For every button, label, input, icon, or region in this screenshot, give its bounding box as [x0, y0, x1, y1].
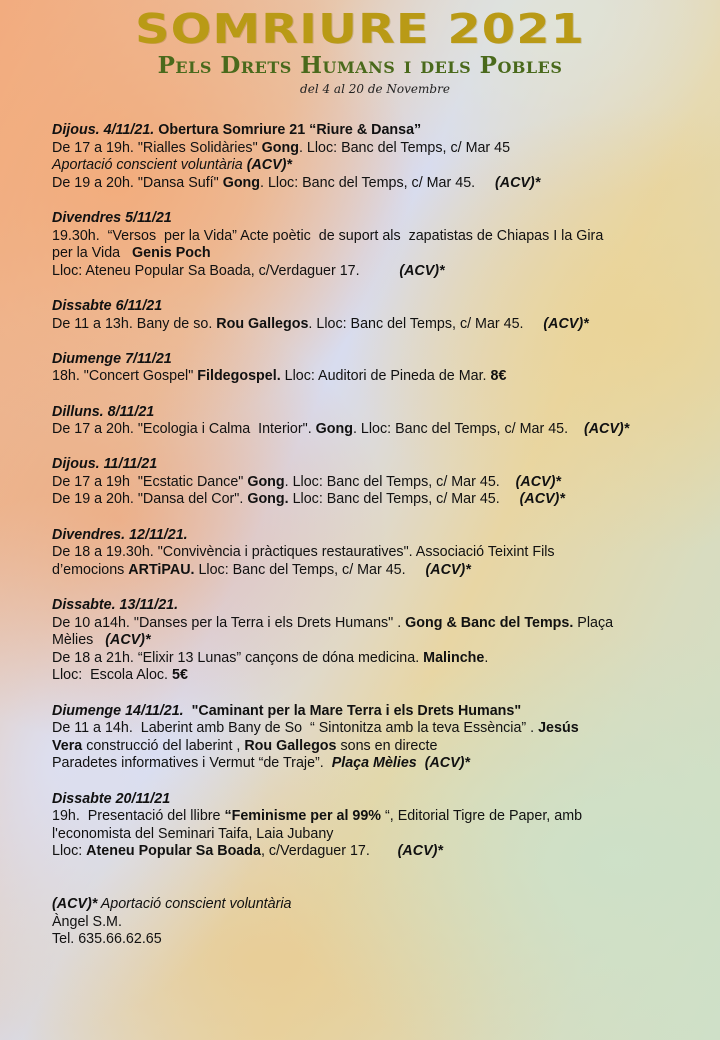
footer-acv-text: Aportació conscient voluntària	[97, 895, 292, 912]
event-block	[52, 122, 692, 192]
event-text-segment: , c/Verdaguer 17.	[260, 843, 398, 860]
event-text-segment: (ACV)*	[246, 157, 292, 174]
event-line	[52, 368, 692, 386]
event-text-segment: Plaça	[573, 614, 614, 631]
event-text-segment: De 11 a 13h. Bany de so.	[52, 315, 217, 332]
event-block	[52, 791, 692, 861]
event-line	[52, 843, 692, 861]
event-text-segment: construcció del laberint ,	[82, 737, 245, 754]
event-title: Obertura Somriure 21 “Riure & Dansa”	[154, 122, 422, 138]
event-header	[52, 351, 692, 369]
event-line	[52, 755, 692, 773]
event-line	[52, 228, 692, 246]
event-text-segment: Ateneu Popular Sa Boada	[86, 843, 261, 860]
event-line	[52, 667, 692, 685]
event-text-segment: . Lloc: Banc del Temps, c/ Mar 45.	[260, 174, 495, 191]
event-text-segment: (ACV)*	[397, 843, 443, 860]
event-text-segment: (ACV)*	[105, 632, 151, 649]
event-text-segment: Genis Poch	[132, 245, 211, 262]
poster-dates: del 4 al 20 de Novembre	[300, 82, 450, 96]
event-date: Dissabte 6/11/21	[52, 297, 163, 314]
event-line	[52, 615, 692, 633]
event-block	[52, 404, 692, 439]
event-date: Divendres. 12/11/21.	[52, 526, 188, 543]
event-text-segment: “, Editorial Tigre de Paper, amb	[381, 808, 583, 825]
event-text-segment: De 17 a 20h. "Ecologia i Calma Interior".	[52, 421, 316, 438]
event-header	[52, 404, 692, 422]
poster-title: SOMRIURE 2021	[135, 4, 585, 54]
event-text-segment: De 18 a 19.30h. "Convivència i pràctiques restauratives". Associació Teixint Fils	[52, 544, 555, 561]
event-text-segment: Malinche	[423, 649, 485, 666]
event-text-segment: Plaça Mèlies (ACV)*	[331, 755, 470, 772]
event-text-segment: Gong	[261, 139, 299, 156]
event-text-segment: Lloc: Banc del Temps, c/ Mar 45.	[194, 561, 426, 578]
event-text-segment: (ACV)*	[399, 262, 445, 279]
event-block	[52, 298, 692, 333]
event-text-segment: 8€	[490, 368, 507, 385]
event-block	[52, 527, 692, 580]
event-text-segment: (ACV)*	[515, 473, 561, 490]
event-line	[52, 421, 692, 439]
event-line	[52, 808, 692, 826]
event-text-segment: ARTiPAU.	[128, 561, 195, 578]
event-text-segment: d’emocions	[52, 561, 129, 578]
event-text-segment: 5€	[172, 667, 188, 684]
event-schedule	[52, 122, 692, 949]
event-text-segment: per la Vida	[52, 245, 133, 262]
event-block	[52, 456, 692, 509]
event-text-segment: . Lloc: Banc del Temps, c/ Mar 45.	[308, 315, 544, 332]
event-header	[52, 122, 692, 140]
event-line	[52, 316, 692, 334]
event-header	[52, 456, 692, 474]
event-line	[52, 263, 692, 281]
event-text-segment: 19.30h. “Versos per la Vida” Acte poètic de suport als zapatistas de Chiapas I la Gira	[52, 227, 604, 244]
event-text-segment: sons en directe	[336, 737, 438, 754]
poster-header	[0, 0, 720, 96]
event-block	[52, 210, 692, 280]
event-text-segment: Gong	[247, 473, 285, 490]
event-date: Diumenge 7/11/21	[52, 350, 172, 367]
event-block	[52, 703, 692, 773]
event-block	[52, 597, 692, 685]
event-line	[52, 474, 692, 492]
event-text-segment: Aportació conscient voluntària	[52, 157, 247, 174]
event-text-segment: Gong & Banc del Temps.	[405, 614, 574, 631]
event-date: Divendres 5/11/21	[52, 209, 172, 226]
event-date: Dissabte 20/11/21	[52, 790, 171, 807]
event-text-segment: Paradetes informatives i Vermut “de Traje”.	[52, 755, 332, 772]
event-title: "Caminant per la Mare Terra i els Drets Humans"	[183, 702, 522, 719]
event-text-segment: Jesús	[538, 720, 579, 737]
event-block	[52, 351, 692, 386]
footer-acv-label: (ACV)*	[52, 895, 98, 912]
event-text-segment: Lloc: Ateneu Popular Sa Boada, c/Verdaguer 17.	[52, 262, 400, 279]
event-header	[52, 298, 692, 316]
event-text-segment: De 18 a 21h. “Elixir 13 Lunas” cançons de dóna medicina.	[52, 649, 424, 666]
event-header	[52, 703, 692, 721]
event-text-segment: De 19 a 20h. "Dansa del Cor".	[52, 491, 248, 508]
event-text-segment: . Lloc: Banc del Temps, c/ Mar 45.	[352, 421, 584, 438]
event-line	[52, 562, 692, 580]
event-text-segment: 19h. Presentació del llibre	[52, 808, 225, 825]
event-text-segment: Lloc: Escola Aloc.	[52, 667, 172, 684]
event-text-segment: (ACV)*	[583, 421, 630, 438]
event-line	[52, 157, 692, 175]
event-header	[52, 791, 692, 809]
event-text-segment: De 10 a14h. "Danses per la Terra i els Drets Humans" .	[52, 614, 406, 631]
event-text-segment: Gong.	[247, 491, 289, 508]
event-text-segment: De 17 a 19h. "Rialles Solidàries"	[52, 139, 262, 156]
event-line	[52, 720, 692, 738]
event-text-segment: De 19 a 20h. "Dansa Sufí"	[52, 174, 223, 191]
event-date: Diumenge 14/11/21.	[52, 702, 184, 719]
event-text-segment: De 11 a 14h. Laberint amb Bany de So “ Sintonitza amb la teva Essència” .	[52, 720, 539, 737]
event-text-segment: 18h. "Concert Gospel"	[52, 368, 198, 385]
footer-acv-note	[52, 896, 692, 914]
event-line	[52, 544, 692, 562]
event-line	[52, 491, 692, 509]
event-text-segment: .	[484, 649, 489, 666]
event-text-segment: “Feminisme per al 99%	[224, 808, 382, 825]
event-line	[52, 650, 692, 668]
event-header	[52, 210, 692, 228]
event-text-segment: Gong	[315, 421, 353, 438]
event-text-segment: Lloc: Banc del Temps, c/ Mar 45.	[288, 491, 520, 508]
event-line	[52, 140, 692, 158]
event-text-segment: . Lloc: Banc del Temps, c/ Mar 45.	[284, 473, 516, 490]
event-text-segment: Lloc:	[52, 843, 87, 860]
poster-subtitle: Pels Drets Humans i dels Pobles	[157, 52, 563, 79]
event-text-segment: l'economista del Seminari Taifa, Laia Jubany	[52, 825, 334, 842]
event-date: Dilluns. 8/11/21	[52, 403, 155, 420]
event-text-segment: . Lloc: Banc del Temps, c/ Mar 45	[298, 139, 511, 156]
event-text-segment: Fildegospel.	[197, 368, 281, 385]
event-text-segment: (ACV)*	[494, 174, 541, 191]
event-text-segment: (ACV)*	[519, 491, 565, 508]
event-text-segment: Rou Gallegos	[216, 315, 309, 332]
event-text-segment: (ACV)*	[543, 315, 589, 332]
event-line	[52, 826, 692, 844]
event-date: Dijous. 11/11/21	[52, 456, 158, 473]
event-text-segment: Gong	[222, 174, 261, 191]
event-text-segment: De 17 a 19h "Ecstatic Dance"	[52, 473, 248, 490]
event-list	[52, 122, 692, 861]
event-line	[52, 738, 692, 756]
event-text-segment: Vera	[52, 737, 83, 754]
footer-phone: Tel. 635.66.62.65	[52, 931, 162, 948]
event-date: Dijous. 4/11/21.	[52, 122, 155, 138]
event-text-segment: (ACV)*	[425, 561, 471, 578]
event-text-segment: Lloc: Auditori de Pineda de Mar.	[280, 368, 491, 385]
event-line	[52, 632, 692, 650]
event-line	[52, 245, 692, 263]
event-text-segment: Mèlies	[52, 632, 106, 649]
event-date: Dissabte. 13/11/21.	[52, 597, 179, 614]
event-line	[52, 175, 692, 193]
event-header	[52, 597, 692, 615]
footer-author: Àngel S.M.	[52, 913, 122, 930]
event-header	[52, 527, 692, 545]
event-text-segment: Rou Gallegos	[244, 737, 337, 754]
